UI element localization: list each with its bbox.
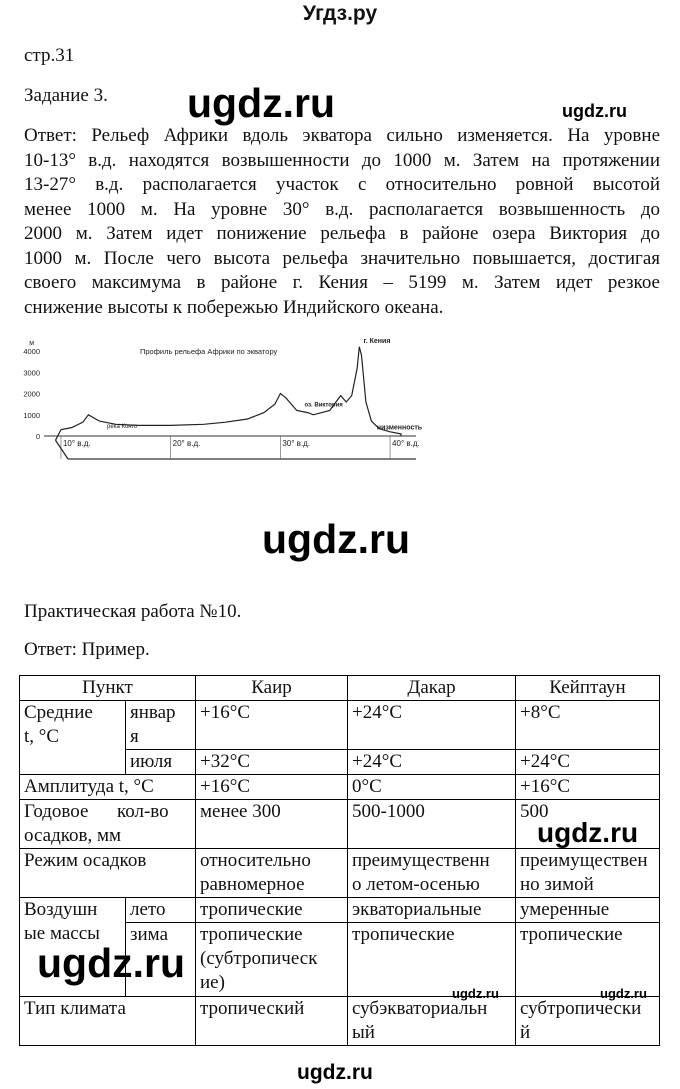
annotation-lowland: низменность	[376, 424, 423, 432]
row-label	[20, 800, 196, 849]
table-cell	[516, 849, 660, 898]
table-row	[20, 701, 660, 750]
cell-line: й	[520, 1022, 531, 1043]
cell-line: преимуществен	[520, 850, 648, 871]
row-label: Режим осадков	[20, 849, 196, 898]
cell-line: о летом-осенью	[352, 874, 480, 895]
table-row	[20, 997, 660, 1046]
cell-line: субтропически	[520, 998, 642, 1019]
table-cell: экваториальные	[348, 898, 516, 923]
row-label: Амплитуда t, °C	[20, 775, 196, 800]
header-cell: Кейптаун	[516, 676, 660, 701]
climate-table	[19, 675, 660, 1046]
practice-answer: Ответ: Пример.	[24, 639, 150, 660]
header-cell: Каир	[196, 676, 348, 701]
watermark: ugdz.ru	[600, 986, 647, 1001]
cell-line: субэкваториальн	[352, 998, 488, 1019]
annotation-victoria: оз. Виктория	[304, 402, 343, 409]
table-row	[20, 898, 660, 923]
table-cell	[348, 849, 516, 898]
answer-paragraph	[24, 124, 660, 320]
x-tick-label: 30° в.д.	[282, 439, 311, 448]
answer-line: 1000 м. После чего высота рельефа значительно повышается, достигая	[24, 247, 660, 269]
y-tick-label: 4000	[23, 347, 40, 356]
header-cell: Пункт	[20, 676, 196, 701]
sub-label: июля	[126, 750, 196, 775]
sub-label-line: я	[130, 726, 139, 747]
row-label-line: осадков, мм	[24, 825, 122, 846]
row-label	[20, 701, 126, 775]
relief-profile-chart	[20, 336, 430, 466]
table-cell	[196, 849, 348, 898]
y-tick-label: 3000	[23, 368, 40, 378]
watermark: ugdz.ru	[452, 986, 499, 1001]
table-cell: 500	[516, 800, 660, 849]
table-cell: 500-1000	[348, 800, 516, 849]
row-label-line: Годовое кол-во	[24, 801, 169, 822]
cell-line: ие)	[200, 972, 225, 993]
y-tick-label: 1000	[23, 410, 40, 420]
page-reference: стр.31	[24, 45, 75, 66]
table-cell: умеренные	[516, 898, 660, 923]
table-cell: тропические	[348, 923, 516, 997]
site-title: Угдз.ру	[302, 2, 378, 25]
header-cell: Дакар	[348, 676, 516, 701]
cell-line: тропические	[200, 924, 303, 945]
table-cell	[516, 997, 660, 1046]
table-cell: менее 300	[196, 800, 348, 849]
table-cell: +24°C	[516, 750, 660, 775]
x-tick-label: 40° в.д.	[392, 439, 420, 448]
table-cell: +24°C	[348, 750, 516, 775]
table-cell	[348, 997, 516, 1046]
cell-line: преимущественн	[352, 850, 490, 871]
chart-axes	[44, 436, 416, 459]
cell-line: относительно	[200, 850, 311, 871]
y-axis-unit: м	[29, 340, 34, 347]
table-row	[20, 849, 660, 898]
row-label: Тип климата	[20, 997, 196, 1046]
table-row	[20, 775, 660, 800]
table-cell: тропические	[196, 898, 348, 923]
table-cell: +32°C	[196, 750, 348, 775]
annotation-congo: река Конго	[107, 423, 138, 430]
table-cell: тропический	[196, 997, 348, 1046]
table-cell: +16°C	[196, 701, 348, 750]
table-cell	[196, 923, 348, 997]
answer-line: менее 1000 м. На уровне 30° в.д. располагается возвышенность до	[24, 198, 660, 220]
row-label-line: Воздушн	[24, 899, 98, 920]
cell-line: равномерное	[200, 874, 305, 895]
sub-label-line: январ	[130, 702, 176, 723]
watermark: ugdz.ru	[537, 817, 639, 848]
cell-line: но зимой	[520, 874, 594, 895]
table-cell: тропические	[516, 923, 660, 997]
cell-line: ый	[352, 1022, 375, 1043]
answer-line: 10-13° в.д. находятся возвышенности до 1000 м. Затем на протяжении	[24, 149, 660, 171]
practice-title: Практическая работа №10.	[24, 601, 242, 622]
sub-label: зима	[126, 923, 196, 997]
watermark: ugdz.ru	[37, 940, 186, 986]
watermark: ugdz.ru	[562, 101, 627, 121]
answer-line: Ответ: Рельеф Африки вдоль экватора сильно изменяется. На уровне	[24, 125, 660, 146]
table-cell: +16°C	[196, 775, 348, 800]
table-cell: +8°C	[516, 701, 660, 750]
row-label-line: t, °C	[24, 726, 60, 747]
table-cell: +16°C	[516, 775, 660, 800]
y-tick-label: 2000	[23, 389, 40, 399]
x-tick-label: 20° в.д.	[172, 439, 201, 448]
table-cell: +24°C	[348, 701, 516, 750]
sub-label: лето	[126, 898, 196, 923]
row-label-line: ые массы	[24, 923, 100, 944]
answer-line: 13-27° в.д. располагается участок с относительно ровной высотой	[24, 174, 660, 195]
answer-line: 2000 м. Затем идет понижение рельефа в районе озера Виктория до	[24, 223, 660, 244]
y-tick-label: 0	[35, 432, 40, 441]
row-label-line: Средние	[24, 702, 93, 723]
annotation-kenya: г. Кения	[363, 337, 391, 345]
table-cell: 0°C	[348, 775, 516, 800]
chart-text	[23, 338, 422, 448]
x-tick-label: 10° в.д.	[62, 439, 91, 448]
watermark: ugdz.ru	[187, 80, 336, 126]
sub-label	[126, 701, 196, 750]
watermark: ugdz.ru	[297, 1061, 373, 1084]
chart-title: Профиль рельефа Африки по экватору	[140, 347, 278, 356]
answer-line: своего максимума в районе г. Кения – 5199 м. Затем идет резкое	[24, 272, 660, 293]
table-header-row	[20, 676, 660, 701]
cell-line: (субтропическ	[200, 948, 318, 969]
answer-line: снижение высоты к побережью Индийского океана.	[24, 296, 444, 318]
task-heading: Задание 3.	[24, 85, 108, 106]
watermark: ugdz.ru	[262, 516, 411, 562]
